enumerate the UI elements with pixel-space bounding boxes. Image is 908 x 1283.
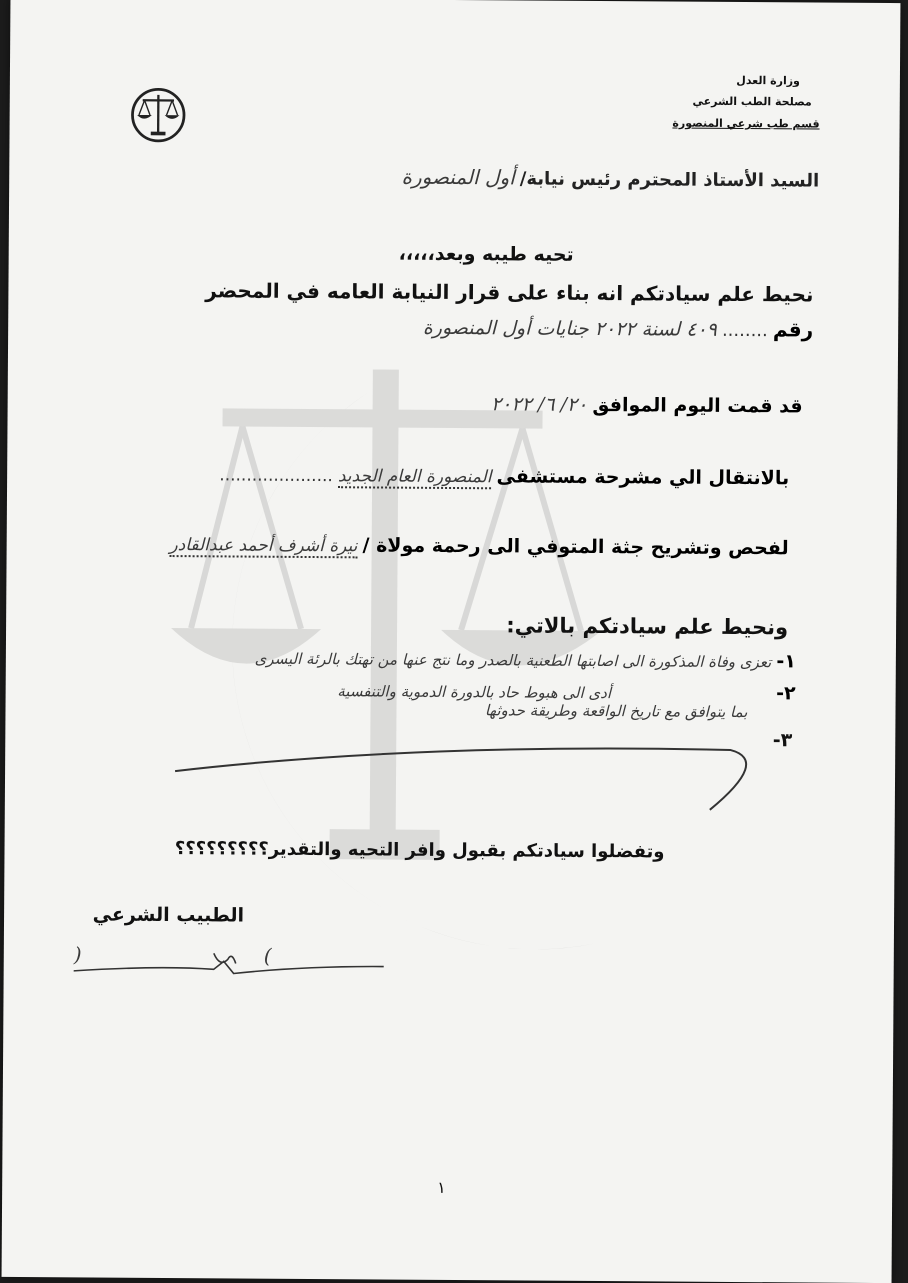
date-label: قد قمت اليوم الموافق [592,394,802,417]
exam-line [169,533,788,559]
addressee-line [401,165,819,192]
finding-item-1 [255,647,796,673]
ministry-line-3: قسم طب شرعي المنصورة [672,117,819,131]
findings-closing-stroke [170,736,771,820]
intro-text: نحيط علم سيادتكم انه بناء على قرار النيابة العامه في المحضر [205,278,813,306]
ministry-line-1: وزارة العدل [736,74,800,87]
transfer-handwritten: المنصورة العام الجديد [338,466,492,489]
signature-block [74,942,404,984]
transfer-line [219,463,789,489]
page-number: ١ [437,1178,446,1197]
signature-bracket-close: ) [74,942,82,966]
record-line [423,315,813,342]
record-label: رقم [773,317,813,341]
finding-2-text: أدى الى هبوط حاد بالدورة الدموية والتنفسية [337,682,611,702]
transfer-label: بالانتقال الي مشرحة مستشفى [497,465,790,489]
finding-2-number: ٢- [776,682,796,704]
document-page [2,0,901,1283]
signature-title: الطبيب الشرعي [93,904,245,927]
ministry-line-2: مصلحة الطب الشرعي [692,95,811,109]
addressee-printed: السيد الأستاذ المحترم رئيس نيابة/ [520,168,820,191]
finding-3-number: ٣- [773,729,793,751]
signature-scribble [74,942,404,984]
record-dots: ........ [722,320,768,341]
finding-item-3 [485,700,788,721]
record-handwritten: ٤٠٩ لسنة ٢٠٢٢ جنايات أول المنصورة [423,317,717,341]
closing-text: وتفضلوا سيادتكم بقبول وافر التحيه والتقدير؟؟؟؟؟؟؟؟؟ [175,838,665,862]
justice-logo-icon [107,80,200,155]
finding-3-text: بما يتوافق مع تاريخ الواقعة وطريقة حدوثها [485,701,748,721]
signature-bracket-open: ( [264,944,272,968]
date-handwritten: ٢٠/ ٦/ ٢٠٢٢ [491,393,588,416]
exam-label: لفحص وتشريح جثة المتوفي الى رحمة مولاة / [362,534,788,559]
finding-1-number: ١- [776,650,796,672]
addressee-handwritten: أول المنصورة [401,165,514,190]
findings-heading: ونحيط علم سيادتكم بالاتي: [506,613,788,639]
exam-handwritten: نيرة أشرف أحمد عبدالقادر [169,535,357,558]
greeting: تحيه طيبه وبعد،،،،، [399,243,574,266]
finding-1-text: تعزى وفاة المذكورة الى اصابتها الطعنية بالصدر وما نتج عنها من تهتك بالرئة اليسرى [255,650,772,672]
transfer-dots: ..................... [219,465,333,486]
date-line [491,393,803,417]
